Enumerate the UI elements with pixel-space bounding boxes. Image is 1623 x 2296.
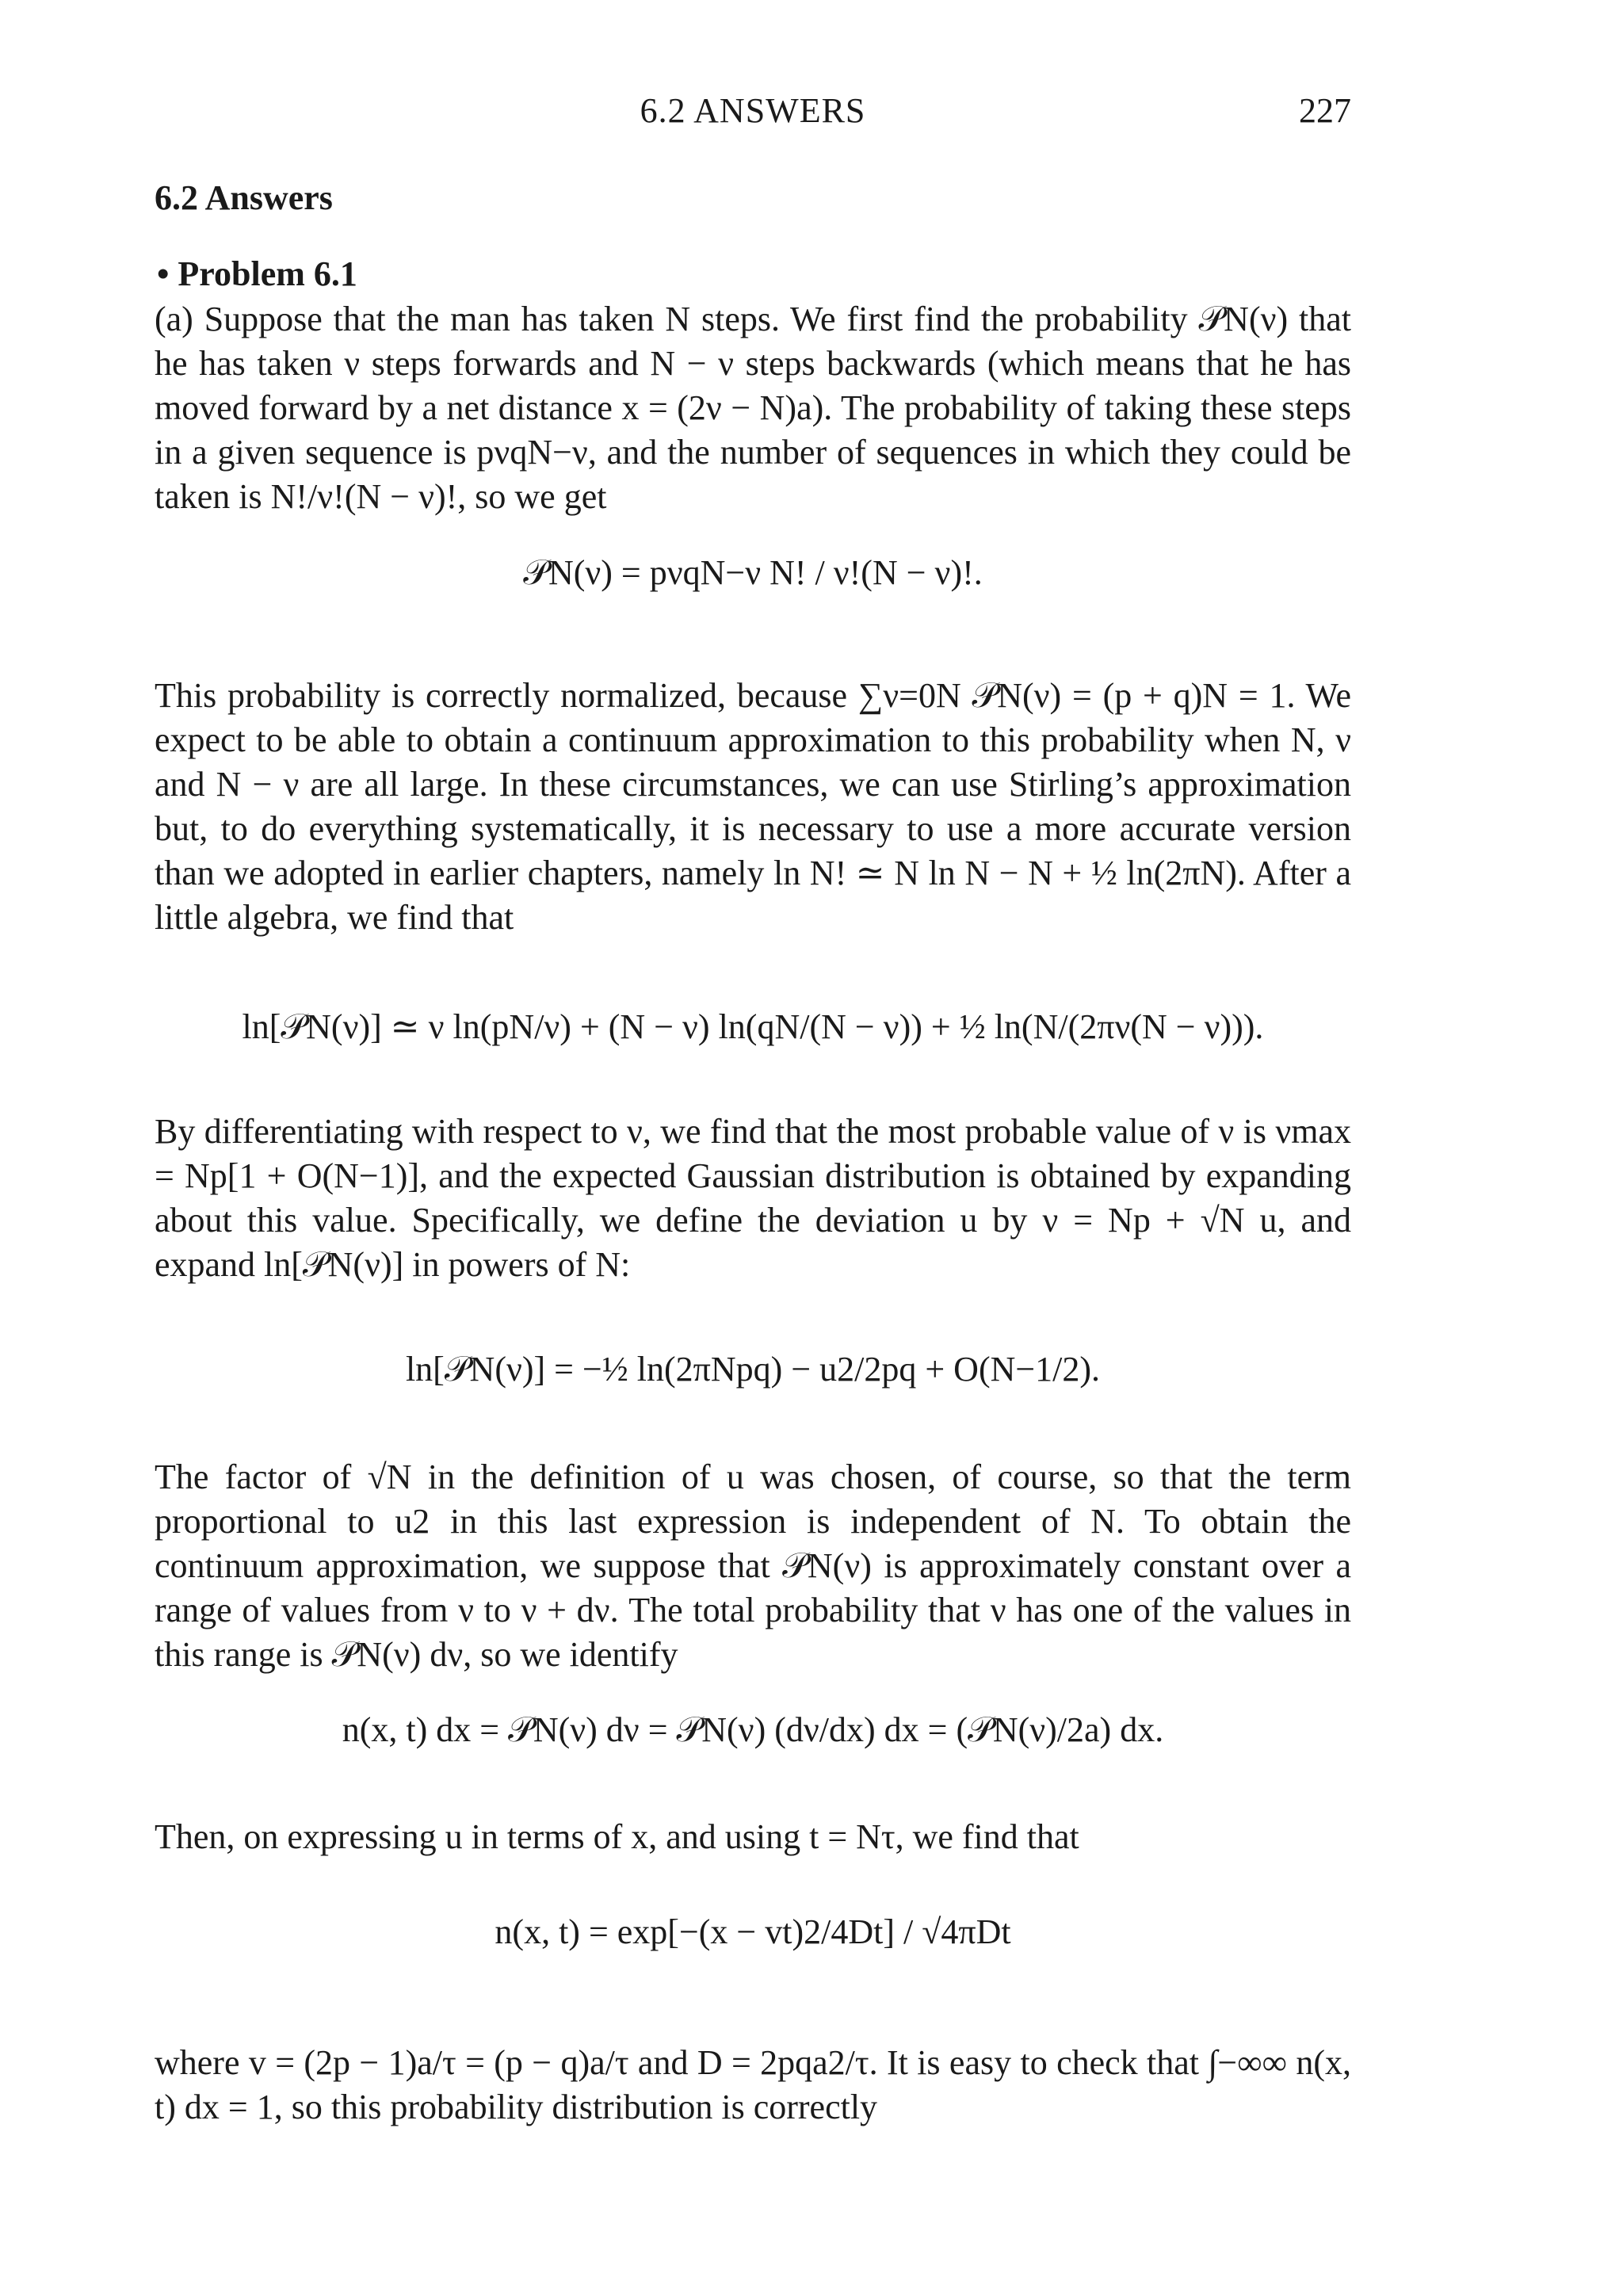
running-header	[155, 89, 1351, 136]
paragraph-4: The factor of √N in the definition of u was chosen, of course, so that the term proportional to u2 in this last expression is independent of N. To obtain the continuum approximation, we suppose that 𝒫N(ν) is approximately constant over a range of values from ν to ν + dν. The total probability that ν has one of the values in this range is 𝒫N(ν) dν, so we identify	[155, 1457, 1351, 1674]
section-title: 6.2 Answers	[155, 178, 333, 217]
equation-2: ln[𝒫N(ν)] ≃ ν ln(pN/ν) + (N − ν) ln(qN/(N − ν)) + ½ ln(N/(2πν(N − ν))).	[242, 1007, 1264, 1046]
equation-3: ln[𝒫N(ν)] = −½ ln(2πNpq) − u2/2pq + O(N−1/2).	[405, 1350, 1101, 1389]
paragraph-3: By differentiating with respect to ν, we find that the most probable value of ν is νmax = Np[1 + O(N−1)], and the expected Gaussian distribution is obtained by expanding about this value. Specifically, we define the deviation u by ν = Np + √N u, and expand ln[𝒫N(ν)] in powers of N:	[155, 1112, 1351, 1284]
paragraph-1: (a) Suppose that the man has taken N steps. We first find the probability 𝒫N(ν) that he has taken ν steps forwards and N − ν steps backwards (which means that he has moved forward by a net distance x = (2ν − N)a). The probability of taking these steps in a given sequence is pνqN−ν, and the number of sequences in which they could be taken is N!/ν!(N − ν)!, so we get	[155, 300, 1351, 516]
problem-heading: • Problem 6.1	[157, 254, 357, 293]
running-title: 6.2 ANSWERS	[640, 91, 866, 130]
paragraph-6: where v = (2p − 1)a/τ = (p − q)a/τ and D = 2pqa2/τ. It is easy to check that ∫−∞∞ n(x, t) dx = 1, so this probability distribution is correctly	[155, 2043, 1351, 2126]
page-number: 227	[1299, 91, 1351, 130]
paragraph-2: This probability is correctly normalized, because ∑ν=0N 𝒫N(ν) = (p + q)N = 1. We expect to be able to obtain a continuum approximation to this probability when N, ν and N − ν are all large. In these circumstances, we can use Stirling’s approximation but, to do everything systematically, it is necessary to use a more accurate version than we adopted in earlier chapters, namely ln N! ≃ N ln N − N + ½ ln(2πN). After a little algebra, we find that	[155, 676, 1351, 937]
equation-5: n(x, t) = exp[−(x − vt)2/4Dt] / √4πDt	[495, 1912, 1011, 1951]
paragraph-5: Then, on expressing u in terms of x, and using t = Nτ, we find that	[155, 1817, 1079, 1856]
equation-1: 𝒫N(ν) = pνqN−ν N! / ν!(N − ν)!.	[523, 553, 983, 592]
equation-4: n(x, t) dx = 𝒫N(ν) dν = 𝒫N(ν) (dν/dx) dx = (𝒫N(ν)/2a) dx.	[342, 1710, 1164, 1749]
